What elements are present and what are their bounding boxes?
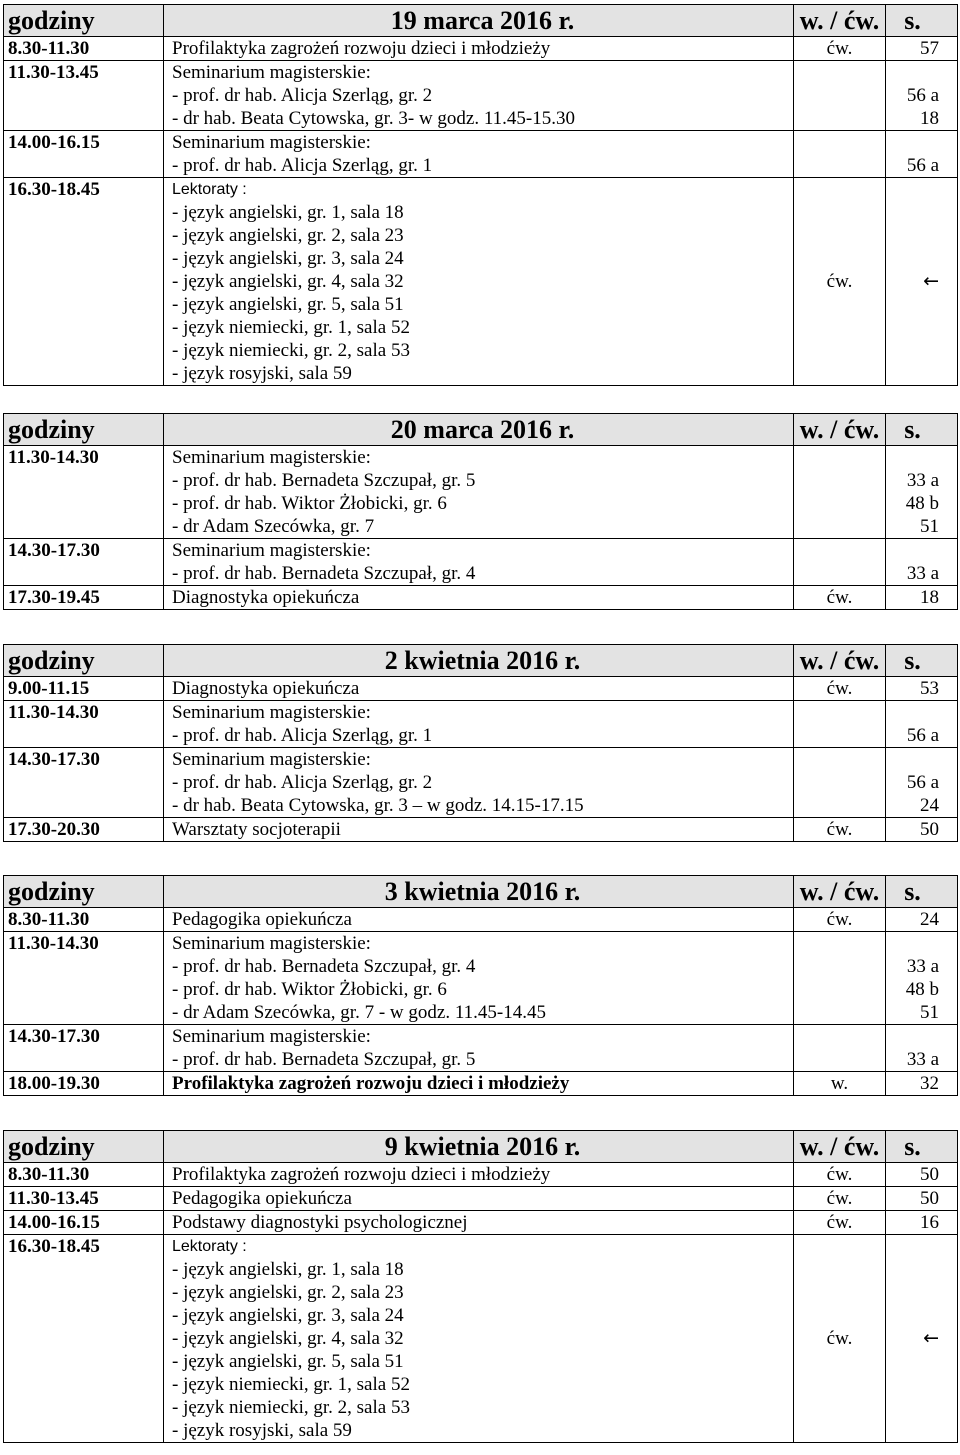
room-column-header: s. [886, 414, 958, 446]
subject-line: Warsztaty socjoterapii [172, 819, 341, 840]
day-header-row [4, 414, 958, 446]
room-number: 53 [920, 678, 939, 699]
time-slot: 14.30-17.30 [4, 539, 164, 586]
schedule-row [4, 1025, 958, 1072]
subject-line: Seminarium magisterskie: [172, 447, 371, 468]
subject-line: - prof. dr hab. Alicja Szerląg, gr. 1 [172, 725, 433, 746]
day-date: 9 kwietnia 2016 r. [164, 1131, 794, 1163]
room-number: 24 [920, 795, 939, 816]
subject-line: - język niemiecki, gr. 1, sala 52 [172, 1374, 410, 1395]
subject-line: Pedagogika opiekuńcza [172, 1188, 352, 1209]
subject-line: Profilaktyka zagrożeń rozwoju dzieci i młodzieży [172, 38, 551, 59]
type-column-header: w. / ćw. [794, 645, 886, 677]
time-slot: 14.00-16.15 [4, 1211, 164, 1235]
room-number: 33 a [906, 563, 939, 584]
room-number: 24 [920, 909, 939, 930]
subject-cell [164, 1072, 794, 1096]
room-number: 18 [920, 108, 939, 129]
day-date: 19 marca 2016 r. [164, 5, 794, 37]
room-number: 48 b [905, 979, 939, 1000]
day-table-5 [3, 1130, 958, 1443]
class-type: ćw. [794, 677, 886, 701]
subject-cell [164, 1025, 794, 1072]
room-cell [886, 1187, 958, 1211]
time-slot: 16.30-18.45 [4, 1235, 164, 1443]
subject-line: Seminarium magisterskie: [172, 933, 371, 954]
room-cell [886, 37, 958, 61]
subject-line: - język angielski, gr. 4, sala 32 [172, 1328, 404, 1349]
room-cell [886, 586, 958, 610]
room-cell [886, 818, 958, 842]
schedule-row [4, 1211, 958, 1235]
type-column-header: w. / ćw. [794, 5, 886, 37]
room-number: 50 [920, 819, 939, 840]
time-slot: 8.30-11.30 [4, 908, 164, 932]
subject-line: - prof. dr hab. Bernadeta Szczupał, gr. 4 [172, 956, 476, 977]
room-number: 50 [920, 1164, 939, 1185]
day-header-row [4, 876, 958, 908]
subject-line: Pedagogika opiekuńcza [172, 909, 352, 930]
room-number: 57 [920, 38, 939, 59]
time-slot: 17.30-19.45 [4, 586, 164, 610]
type-column-header: w. / ćw. [794, 876, 886, 908]
day-header-row [4, 645, 958, 677]
class-type [794, 1025, 886, 1072]
subject-cell [164, 1187, 794, 1211]
class-type: ćw. [794, 586, 886, 610]
schedule-row [4, 586, 958, 610]
room-number [886, 748, 939, 771]
room-cell [886, 131, 958, 178]
room-number [886, 701, 939, 724]
time-column-header: godziny [4, 5, 164, 37]
room-column-header: s. [886, 5, 958, 37]
subject-line: - prof. dr hab. Alicja Szerląg, gr. 1 [172, 155, 433, 176]
room-number: 18 [920, 587, 939, 608]
subject-line: Lektoraty : [172, 181, 247, 198]
subject-cell [164, 932, 794, 1025]
type-column-header: w. / ćw. [794, 414, 886, 446]
time-slot: 11.30-13.45 [4, 1187, 164, 1211]
room-number: 33 a [906, 1049, 939, 1070]
subject-line: - język angielski, gr. 2, sala 23 [172, 225, 404, 246]
room-number: 48 b [905, 493, 939, 514]
subject-line: - prof. dr hab. Alicja Szerląg, gr. 2 [172, 85, 433, 106]
subject-cell [164, 586, 794, 610]
schedule-row [4, 1187, 958, 1211]
room-number: 32 [920, 1073, 939, 1094]
room-cell [886, 701, 958, 748]
subject-cell [164, 131, 794, 178]
subject-line: - język niemiecki, gr. 2, sala 53 [172, 340, 410, 361]
subject-line: Seminarium magisterskie: [172, 62, 371, 83]
class-type [794, 61, 886, 131]
class-type: ćw. [794, 1235, 886, 1443]
subject-line: - prof. dr hab. Bernadeta Szczupał, gr. 5 [172, 1049, 476, 1070]
subject-cell [164, 61, 794, 131]
subject-line: - prof. dr hab. Wiktor Żłobicki, gr. 6 [172, 979, 447, 1000]
subject-line: - język rosyjski, sala 59 [172, 363, 352, 384]
time-slot: 11.30-13.45 [4, 61, 164, 131]
time-slot: 16.30-18.45 [4, 178, 164, 386]
schedule-row [4, 908, 958, 932]
room-cell [886, 932, 958, 1025]
subject-line: Seminarium magisterskie: [172, 702, 371, 723]
day-date: 2 kwietnia 2016 r. [164, 645, 794, 677]
room-number: 33 a [906, 956, 939, 977]
subject-cell [164, 1235, 794, 1443]
class-type: ćw. [794, 818, 886, 842]
room-number: 51 [920, 516, 939, 537]
subject-cell [164, 677, 794, 701]
time-slot: 11.30-14.30 [4, 446, 164, 539]
subject-cell [164, 908, 794, 932]
room-column-header: s. [886, 645, 958, 677]
subject-line: Podstawy diagnostyki psychologicznej [172, 1212, 468, 1233]
class-type [794, 701, 886, 748]
room-cell [886, 1211, 958, 1235]
subject-line: - język niemiecki, gr. 1, sala 52 [172, 317, 410, 338]
subject-cell [164, 539, 794, 586]
subject-line: Seminarium magisterskie: [172, 132, 371, 153]
time-slot: 17.30-20.30 [4, 818, 164, 842]
class-type [794, 748, 886, 818]
subject-line: - prof. dr hab. Alicja Szerląg, gr. 2 [172, 772, 433, 793]
room-cell [886, 1072, 958, 1096]
class-type: ćw. [794, 1163, 886, 1187]
class-type: ćw. [794, 1211, 886, 1235]
day-date: 20 marca 2016 r. [164, 414, 794, 446]
day-header-row [4, 5, 958, 37]
room-cell [886, 908, 958, 932]
arrow-icon: ← [886, 1235, 958, 1443]
subject-line: - dr Adam Szecówka, gr. 7 [172, 516, 375, 537]
subject-cell [164, 818, 794, 842]
subject-line: Diagnostyka opiekuńcza [172, 678, 360, 699]
arrow-icon: ← [886, 178, 958, 386]
time-column-header: godziny [4, 414, 164, 446]
subject-line: - język rosyjski, sala 59 [172, 1420, 352, 1441]
subject-line: Profilaktyka zagrożeń rozwoju dzieci i młodzieży [172, 1073, 570, 1094]
subject-line: Seminarium magisterskie: [172, 749, 371, 770]
time-column-header: godziny [4, 876, 164, 908]
subject-line: - język angielski, gr. 2, sala 23 [172, 1282, 404, 1303]
day-table-2 [3, 413, 958, 610]
class-type [794, 131, 886, 178]
class-type: ćw. [794, 1187, 886, 1211]
subject-line: - język angielski, gr. 4, sala 32 [172, 271, 404, 292]
type-column-header: w. / ćw. [794, 1131, 886, 1163]
day-table-3 [3, 644, 958, 842]
day-table-4 [3, 875, 958, 1096]
subject-line: - dr hab. Beata Cytowska, gr. 3- w godz. 11.45-15.30 [172, 108, 575, 129]
subject-cell [164, 748, 794, 818]
subject-line: Seminarium magisterskie: [172, 1026, 371, 1047]
subject-line: Seminarium magisterskie: [172, 540, 371, 561]
room-number [886, 446, 939, 469]
class-type: w. [794, 1072, 886, 1096]
subject-line: - prof. dr hab. Wiktor Żłobicki, gr. 6 [172, 493, 447, 514]
room-number: 56 a [906, 725, 939, 746]
time-slot: 18.00-19.30 [4, 1072, 164, 1096]
time-slot: 9.00-11.15 [4, 677, 164, 701]
room-number: 16 [920, 1212, 939, 1233]
room-column-header: s. [886, 876, 958, 908]
subject-line: Lektoraty : [172, 1238, 247, 1255]
class-type: ćw. [794, 908, 886, 932]
subject-line: Profilaktyka zagrożeń rozwoju dzieci i młodzieży [172, 1164, 551, 1185]
room-cell [886, 446, 958, 539]
schedule-row [4, 37, 958, 61]
time-slot: 8.30-11.30 [4, 1163, 164, 1187]
subject-line: - język angielski, gr. 3, sala 24 [172, 1305, 404, 1326]
room-number: 56 a [906, 155, 939, 176]
class-type [794, 932, 886, 1025]
room-number: 33 a [906, 470, 939, 491]
room-number: 56 a [906, 772, 939, 793]
room-cell [886, 677, 958, 701]
schedule-row [4, 701, 958, 748]
schedule-row [4, 446, 958, 539]
subject-line: - prof. dr hab. Bernadeta Szczupał, gr. 4 [172, 563, 476, 584]
day-table-1 [3, 4, 958, 386]
room-cell [886, 748, 958, 818]
schedule-row [4, 61, 958, 131]
subject-line: - język angielski, gr. 3, sala 24 [172, 248, 404, 269]
day-date: 3 kwietnia 2016 r. [164, 876, 794, 908]
subject-line: - język niemiecki, gr. 2, sala 53 [172, 1397, 410, 1418]
room-cell [886, 1163, 958, 1187]
subject-cell [164, 178, 794, 386]
schedule-row [4, 748, 958, 818]
time-slot: 14.30-17.30 [4, 1025, 164, 1072]
room-column-header: s. [886, 1131, 958, 1163]
schedule-row [4, 932, 958, 1025]
room-number [886, 932, 939, 955]
subject-cell [164, 446, 794, 539]
schedule-row [4, 131, 958, 178]
subject-cell [164, 1211, 794, 1235]
room-number [886, 131, 939, 154]
subject-line: - dr Adam Szecówka, gr. 7 - w godz. 11.45-14.45 [172, 1002, 546, 1023]
class-type [794, 539, 886, 586]
class-type: ćw. [794, 178, 886, 386]
time-column-header: godziny [4, 1131, 164, 1163]
room-number [886, 539, 939, 562]
time-slot: 11.30-14.30 [4, 701, 164, 748]
room-cell [886, 1025, 958, 1072]
schedule-row [4, 677, 958, 701]
subject-line: - dr hab. Beata Cytowska, gr. 3 – w godz. 14.15-17.15 [172, 795, 584, 816]
subject-line: Diagnostyka opiekuńcza [172, 587, 360, 608]
subject-line: - prof. dr hab. Bernadeta Szczupał, gr. 5 [172, 470, 476, 491]
time-slot: 14.30-17.30 [4, 748, 164, 818]
schedule-row [4, 1235, 958, 1443]
time-slot: 11.30-14.30 [4, 932, 164, 1025]
day-header-row [4, 1131, 958, 1163]
subject-line: - język angielski, gr. 1, sala 18 [172, 202, 404, 223]
room-number [886, 61, 939, 84]
room-number: 56 a [906, 85, 939, 106]
class-type: ćw. [794, 37, 886, 61]
room-number [886, 1025, 939, 1048]
subject-cell [164, 37, 794, 61]
subject-cell [164, 701, 794, 748]
schedule-row [4, 1163, 958, 1187]
subject-line: - język angielski, gr. 5, sala 51 [172, 1351, 404, 1372]
schedule-row [4, 1072, 958, 1096]
schedule-row [4, 178, 958, 386]
room-number: 50 [920, 1188, 939, 1209]
time-column-header: godziny [4, 645, 164, 677]
subject-line: - język angielski, gr. 5, sala 51 [172, 294, 404, 315]
time-slot: 8.30-11.30 [4, 37, 164, 61]
room-number: 51 [920, 1002, 939, 1023]
schedule-row [4, 818, 958, 842]
room-cell [886, 539, 958, 586]
subject-cell [164, 1163, 794, 1187]
time-slot: 14.00-16.15 [4, 131, 164, 178]
class-type [794, 446, 886, 539]
subject-line: - język angielski, gr. 1, sala 18 [172, 1259, 404, 1280]
room-cell [886, 61, 958, 131]
schedule-row [4, 539, 958, 586]
